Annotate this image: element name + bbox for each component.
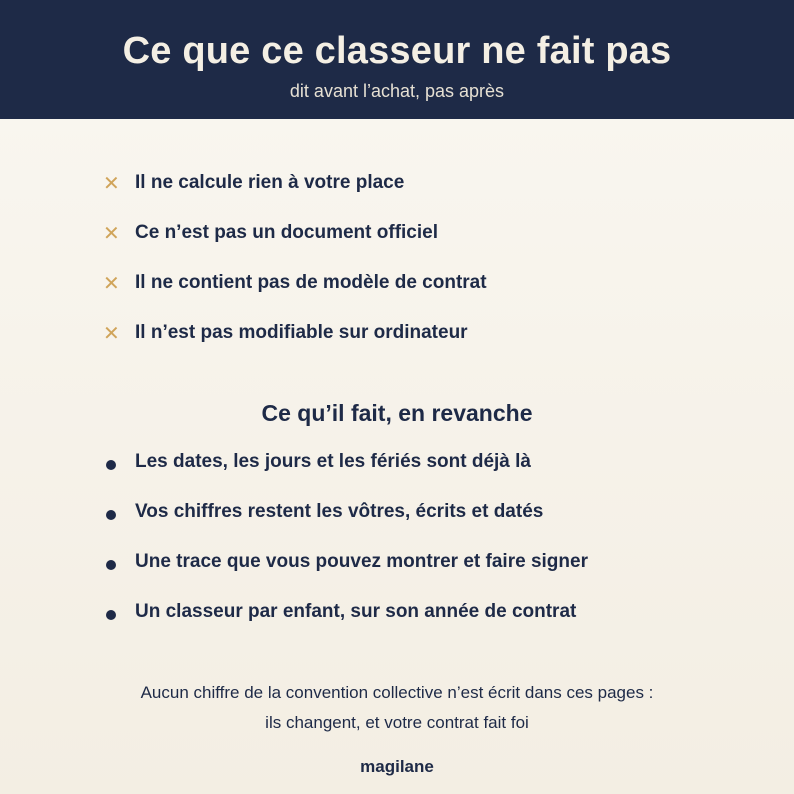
list-item (0, 222, 794, 252)
bullet-dot-icon (103, 460, 119, 470)
cross-icon: ✕ (103, 323, 120, 345)
bullet-dot-icon (103, 510, 119, 520)
list-item (0, 172, 794, 202)
list-item-text: Ce n’est pas un document officiel (135, 222, 438, 243)
list-item (0, 451, 794, 481)
page-subtitle: dit avant l’achat, pas après (289, 81, 505, 101)
cross-icon: ✕ (103, 223, 120, 245)
section-title: Ce qu’il fait, en revanche (261, 400, 533, 426)
list-item (0, 601, 794, 631)
list-item (0, 501, 794, 531)
cross-icon: ✕ (103, 173, 120, 195)
footer-note-line1: Aucun chiffre de la convention collective n’est écrit dans ces pages : (140, 683, 654, 702)
list-item-text: Vos chiffres restent les vôtres, écrits et datés (135, 501, 544, 522)
page-title: Ce que ce classeur ne fait pas (122, 30, 672, 72)
list-item-text: Il n’est pas modifiable sur ordinateur (135, 322, 468, 343)
list-item-text: Un classeur par enfant, sur son année de contrat (135, 601, 577, 622)
header-banner (0, 0, 794, 119)
list-item (0, 322, 794, 352)
brand-name: magilane (360, 757, 434, 776)
bullet-dot-icon (103, 610, 119, 620)
footer-note-line2: ils changent, et votre contrat fait foi (265, 713, 529, 732)
list-item (0, 551, 794, 581)
list-item-text: Une trace que vous pouvez montrer et faire signer (135, 551, 588, 572)
cross-icon: ✕ (103, 273, 120, 295)
bullet-dot-icon (103, 560, 119, 570)
list-item-text: Il ne contient pas de modèle de contrat (135, 272, 487, 293)
list-item (0, 272, 794, 302)
list-item-text: Les dates, les jours et les fériés sont déjà là (135, 451, 532, 472)
list-item-text: Il ne calcule rien à votre place (135, 172, 405, 193)
